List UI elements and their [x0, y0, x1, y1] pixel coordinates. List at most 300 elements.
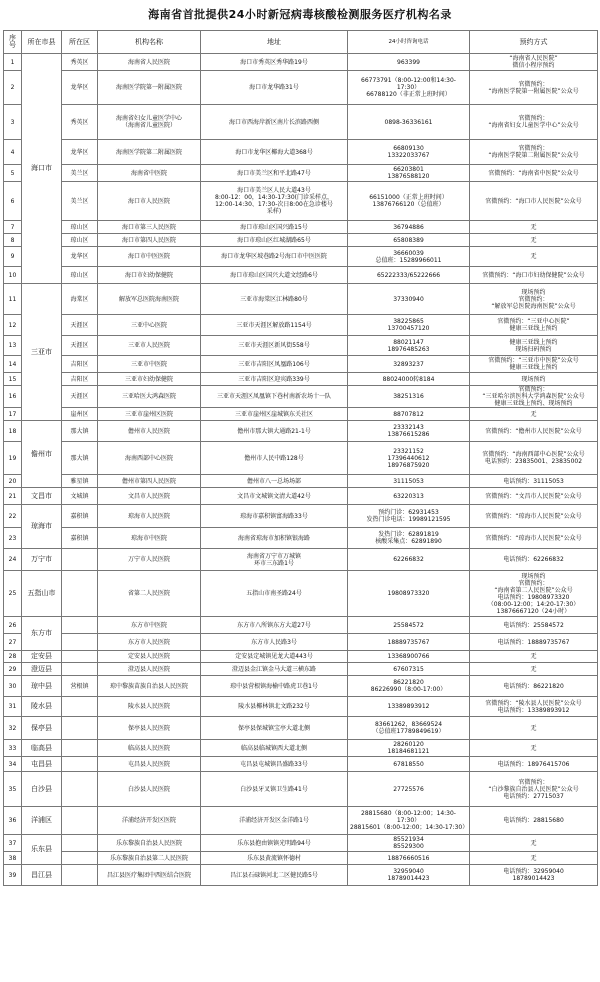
address-cell: 洋浦经济开发区金洋路1号: [201, 807, 348, 835]
booking-method: 无: [470, 717, 598, 740]
district-cell: 嘉积镇: [62, 505, 98, 528]
district-cell: 秀英区: [62, 105, 98, 140]
address-cell: 儋州市那大镇大通路21-1号: [201, 421, 348, 442]
institution-name: 海口市妇幼保健院: [98, 267, 201, 284]
city-cell: 万宁市: [22, 549, 62, 571]
institution-name: 三亚市妇幼保健院: [98, 373, 201, 386]
address-cell: 澄迈县金江镇金马大道三横东路: [201, 663, 348, 676]
table-header-row: [4, 31, 598, 54]
address-cell: 定安县定城镇见龙大道443号: [201, 651, 348, 663]
address-cell: 三亚市天涯区凤凰镇下巷村南新农场十一队: [201, 386, 348, 408]
district-cell: 吉阳区: [62, 373, 98, 386]
row-number: 11: [4, 284, 22, 315]
district-cell: [62, 757, 98, 772]
table-row: [4, 284, 598, 315]
booking-method: 官微预约：“海南西部中心医院”公众号 电话预约：23835001、23835002: [470, 442, 598, 475]
phone-cell: 66151000（正常上班时间） 13876766120（总值班）: [348, 182, 470, 221]
row-number: 32: [4, 717, 22, 740]
table-row: [4, 634, 598, 651]
row-number: 23: [4, 528, 22, 549]
booking-method: 官微预约： “海南医学院第一附属医院”公众号: [470, 71, 598, 105]
phone-cell: 13368900766: [348, 651, 470, 663]
phone-cell: 28260120 18184681121: [348, 740, 470, 757]
address-cell: 临高县临城镇西大道北侧: [201, 740, 348, 757]
row-number: 7: [4, 221, 22, 234]
booking-method: 电话预约：18889735767: [470, 634, 598, 651]
phone-cell: 25584572: [348, 617, 470, 634]
table-row: [4, 676, 598, 697]
district-cell: 天涯区: [62, 315, 98, 336]
header-address: 地址: [201, 31, 348, 54]
district-cell: [62, 571, 98, 617]
table-row: [4, 356, 598, 373]
booking-method: 无: [470, 408, 598, 421]
phone-cell: 32959040 18789014423: [348, 865, 470, 886]
row-number: 27: [4, 634, 22, 651]
phone-cell: 27725576: [348, 772, 470, 807]
institution-name: 万宁市人民医院: [98, 549, 201, 571]
phone-cell: 预约门诊：62931453 发热门诊电话：19989121595: [348, 505, 470, 528]
address-cell: 琼海市嘉积镇富海路33号: [201, 505, 348, 528]
address-cell: 文昌市文城镇文清大道42号: [201, 488, 348, 505]
district-cell: [62, 740, 98, 757]
address-cell: 海口市琼山区国兴大道文经路6号: [201, 267, 348, 284]
institution-name: 三亚市中医院: [98, 356, 201, 373]
district-cell: [62, 549, 98, 571]
row-number: 2: [4, 71, 22, 105]
row-number: 3: [4, 105, 22, 140]
phone-cell: 63220313: [348, 488, 470, 505]
table-row: [4, 807, 598, 835]
booking-method: 官微预约：“陵水县人民医院”公众号 电话预约：13389893912: [470, 697, 598, 717]
district-cell: [62, 852, 98, 865]
table-row: [4, 488, 598, 505]
institution-table: [3, 30, 598, 886]
district-cell: [62, 663, 98, 676]
row-number: 9: [4, 247, 22, 267]
booking-method: 官微预约： “三亚哈尔滨医科大学鸿森医院”公众号 健康三亚线上预约、现场预约: [470, 386, 598, 408]
address-cell: 三亚市崖州区崖城镇东关社区: [201, 408, 348, 421]
address-cell: 陵水县椰林镇北文路232号: [201, 697, 348, 717]
institution-name: 东方市人民医院: [98, 634, 201, 651]
institution-name: 三亚哈医大鸿森医院: [98, 386, 201, 408]
booking-method: 无: [470, 247, 598, 267]
table-row: [4, 571, 598, 617]
row-number: 29: [4, 663, 22, 676]
row-number: 5: [4, 165, 22, 182]
row-number: 31: [4, 697, 22, 717]
table-row: [4, 852, 598, 865]
phone-cell: 85521934 85529300: [348, 835, 470, 852]
institution-name: 琼海市中医院: [98, 528, 201, 549]
institution-name: 海南医学院第一附属医院: [98, 71, 201, 105]
booking-method: 官微预约：“海口市人民医院”公众号: [470, 182, 598, 221]
table-row: [4, 408, 598, 421]
institution-name: 海南西部中心医院: [98, 442, 201, 475]
table-row: [4, 71, 598, 105]
table-row: [4, 267, 598, 284]
city-cell: 琼中县: [22, 676, 62, 697]
phone-cell: 62266832: [348, 549, 470, 571]
city-cell: 定安县: [22, 651, 62, 663]
district-cell: 那大镇: [62, 421, 98, 442]
booking-method: 官微预约：“海南省中医院”公众号: [470, 165, 598, 182]
booking-method: 官微预约：“三亚市中医院”公众号 健康三亚线上预约: [470, 356, 598, 373]
address-cell: 海南省万宁市万城镇 环市三东路1号: [201, 549, 348, 571]
row-number: 25: [4, 571, 22, 617]
row-number: 8: [4, 234, 22, 247]
address-cell: 白沙县牙叉镇卫生路41号: [201, 772, 348, 807]
row-number: 20: [4, 475, 22, 488]
phone-cell: 88707812: [348, 408, 470, 421]
address-cell: 五指山市南圣路24号: [201, 571, 348, 617]
booking-method: 电话预约：18976415706: [470, 757, 598, 772]
booking-method: 电话预约：25584572: [470, 617, 598, 634]
district-cell: 龙华区: [62, 140, 98, 165]
district-cell: 雅星镇: [62, 475, 98, 488]
city-cell: 三亚市: [22, 284, 62, 421]
row-number: 1: [4, 54, 22, 71]
institution-name: 乐东黎族自治县第二人民医院: [98, 852, 201, 865]
address-cell: 海口市琼山区红城湖路65号: [201, 234, 348, 247]
phone-cell: 0898-36336161: [348, 105, 470, 140]
district-cell: 文城镇: [62, 488, 98, 505]
phone-cell: 66773791（8:00-12:00和14:30-17:30） 66788120（非正常上班时间）: [348, 71, 470, 105]
district-cell: 龙华区: [62, 247, 98, 267]
header-city: 所在市县: [22, 31, 62, 54]
district-cell: [62, 634, 98, 651]
district-cell: [62, 865, 98, 886]
institution-name: 保亭县人民医院: [98, 717, 201, 740]
city-cell: 昌江县: [22, 865, 62, 886]
city-cell: 临高县: [22, 740, 62, 757]
table-row: [4, 54, 598, 71]
booking-method: “海南省人民医院” 微信小程序预约: [470, 54, 598, 71]
phone-cell: 32893237: [348, 356, 470, 373]
row-number: 26: [4, 617, 22, 634]
booking-method: 电话预约：28815680: [470, 807, 598, 835]
institution-name: 海口市人民医院: [98, 182, 201, 221]
header-number: 序号: [4, 31, 22, 54]
header-institution: 机构名称: [98, 31, 201, 54]
city-cell: 陵水县: [22, 697, 62, 717]
table-row: [4, 373, 598, 386]
district-cell: [62, 617, 98, 634]
district-cell: 琼山区: [62, 234, 98, 247]
address-cell: 儋州市人民中路128号: [201, 442, 348, 475]
row-number: 37: [4, 835, 22, 852]
district-cell: 琼山区: [62, 221, 98, 234]
booking-method: 无: [470, 651, 598, 663]
phone-cell: 36794886: [348, 221, 470, 234]
address-cell: 琼中县营根镇海榆中路虎卫巷1号: [201, 676, 348, 697]
institution-name: 解放军总医院海南医院: [98, 284, 201, 315]
header-phone: 24小时咨询电话: [348, 31, 470, 54]
phone-cell: 88021147 18976485263: [348, 336, 470, 356]
table-row: [4, 221, 598, 234]
phone-cell: 23332143 13876615286: [348, 421, 470, 442]
district-cell: 天涯区: [62, 336, 98, 356]
booking-method: 官微预约： “海南医学院第二附属医院”公众号: [470, 140, 598, 165]
booking-method: 官微预约： “白沙黎族自治县人民医院”公众号 电话预约：27715037: [470, 772, 598, 807]
city-cell: 儋州市: [22, 421, 62, 488]
district-cell: 崖州区: [62, 408, 98, 421]
institution-name: 三亚中心医院: [98, 315, 201, 336]
phone-cell: 18889735767: [348, 634, 470, 651]
table-row: [4, 336, 598, 356]
booking-method: 官微预约：“海口市妇幼保健院”公众号: [470, 267, 598, 284]
institution-name: 屯昌县人民医院: [98, 757, 201, 772]
table-row: [4, 421, 598, 442]
address-cell: 海口市龙华区坡巷路2号海口市中医医院: [201, 247, 348, 267]
phone-cell: 86221820 86226990（8:00-17:00）: [348, 676, 470, 697]
district-cell: [62, 835, 98, 852]
booking-method: 电话预约：86221820: [470, 676, 598, 697]
phone-cell: 66203801 13876588120: [348, 165, 470, 182]
institution-name: 海口市第四人民医院: [98, 234, 201, 247]
institution-name: 海口市中医医院: [98, 247, 201, 267]
header-district: 所在区: [62, 31, 98, 54]
district-cell: [62, 807, 98, 835]
phone-cell: 18876660516: [348, 852, 470, 865]
phone-cell: 28815680（8:00-12:00；14:30-17:30） 28815601（8:00-12:00；14:30-17:30）: [348, 807, 470, 835]
table-row: [4, 717, 598, 740]
institution-name: 三亚市崖州区医院: [98, 408, 201, 421]
institution-name: 临高县人民医院: [98, 740, 201, 757]
city-cell: 五指山市: [22, 571, 62, 617]
booking-method: 电话预约：32959040 18789014423: [470, 865, 598, 886]
address-cell: 海南省琼海市加积镇银海路: [201, 528, 348, 549]
address-cell: 东方市八所镇东方大道27号: [201, 617, 348, 634]
city-cell: 乐东县: [22, 835, 62, 865]
table-row: [4, 182, 598, 221]
institution-name: 儋州市第四人民医院: [98, 475, 201, 488]
table-row: [4, 740, 598, 757]
phone-cell: 31115053: [348, 475, 470, 488]
table-row: [4, 865, 598, 886]
address-cell: 儋州市八一总场场部: [201, 475, 348, 488]
table-row: [4, 772, 598, 807]
row-number: 12: [4, 315, 22, 336]
institution-name: 乐东黎族自治县人民医院: [98, 835, 201, 852]
district-cell: 龙华区: [62, 71, 98, 105]
phone-cell: 963399: [348, 54, 470, 71]
booking-method: 官微预约：“三亚中心医院” 健康三亚线上预约: [470, 315, 598, 336]
address-cell: 乐东县黄流镇怀德村: [201, 852, 348, 865]
phone-cell: 38225865 13700457120: [348, 315, 470, 336]
address-cell: 三亚市天涯区解放路1154号: [201, 315, 348, 336]
district-cell: 琼山区: [62, 267, 98, 284]
table-row: [4, 247, 598, 267]
table-row: [4, 386, 598, 408]
district-cell: 营根镇: [62, 676, 98, 697]
phone-cell: 67818550: [348, 757, 470, 772]
booking-method: 电话预约：31115053: [470, 475, 598, 488]
booking-method: 无: [470, 835, 598, 852]
row-number: 28: [4, 651, 22, 663]
address-cell: 三亚市吉阳区凤凰路106号: [201, 356, 348, 373]
city-cell: 洋浦区: [22, 807, 62, 835]
row-number: 6: [4, 182, 22, 221]
table-row: [4, 105, 598, 140]
institution-name: 定安县人民医院: [98, 651, 201, 663]
address-cell: 屯昌县屯城镇昌盛路33号: [201, 757, 348, 772]
city-cell: 屯昌县: [22, 757, 62, 772]
institution-name: 琼中黎族苗族自治县人民医院: [98, 676, 201, 697]
phone-cell: 37330940: [348, 284, 470, 315]
city-cell: 文昌市: [22, 488, 62, 505]
table-row: [4, 528, 598, 549]
address-cell: 三亚市海棠区江林路80号: [201, 284, 348, 315]
row-number: 24: [4, 549, 22, 571]
district-cell: 海棠区: [62, 284, 98, 315]
booking-method: 健康三亚线上预约 现场扫码预约: [470, 336, 598, 356]
district-cell: 美兰区: [62, 182, 98, 221]
address-cell: 海口市西海岸新区南片长滨路西侧: [201, 105, 348, 140]
table-row: [4, 651, 598, 663]
district-cell: 那大镇: [62, 442, 98, 475]
district-cell: 天涯区: [62, 386, 98, 408]
address-cell: 海口市秀英区秀华路19号: [201, 54, 348, 71]
institution-name: 海南省人民医院: [98, 54, 201, 71]
phone-cell: 83661262，83669524 （总值班17789849619）: [348, 717, 470, 740]
address-cell: 东方市人民路3号: [201, 634, 348, 651]
address-cell: 海口市龙华区椰海大道368号: [201, 140, 348, 165]
row-number: 4: [4, 140, 22, 165]
table-row: [4, 549, 598, 571]
phone-cell: 65808389: [348, 234, 470, 247]
row-number: 13: [4, 336, 22, 356]
row-number: 18: [4, 421, 22, 442]
row-number: 19: [4, 442, 22, 475]
table-row: [4, 835, 598, 852]
district-cell: 美兰区: [62, 165, 98, 182]
row-number: 14: [4, 356, 22, 373]
institution-name: 省第二人民医院: [98, 571, 201, 617]
row-number: 22: [4, 505, 22, 528]
city-cell: 保亭县: [22, 717, 62, 740]
address-cell: 海口市琼山区国兴路15号: [201, 221, 348, 234]
institution-name: 海南医学院第二附属医院: [98, 140, 201, 165]
district-cell: [62, 697, 98, 717]
city-cell: 琼海市: [22, 505, 62, 549]
booking-method: 官微预约：“文昌市人民医院”公众号: [470, 488, 598, 505]
district-cell: [62, 651, 98, 663]
table-row: [4, 617, 598, 634]
city-cell: 澄迈县: [22, 663, 62, 676]
phone-cell: 发热门诊：62891819 核酸采集点：62891890: [348, 528, 470, 549]
booking-method: 电话预约：62266832: [470, 549, 598, 571]
row-number: 35: [4, 772, 22, 807]
row-number: 36: [4, 807, 22, 835]
row-number: 34: [4, 757, 22, 772]
booking-method: 无: [470, 852, 598, 865]
phone-cell: 19808973320: [348, 571, 470, 617]
table-row: [4, 663, 598, 676]
institution-name: 海南省中医院: [98, 165, 201, 182]
row-number: 17: [4, 408, 22, 421]
row-number: 38: [4, 852, 22, 865]
table-row: [4, 697, 598, 717]
address-cell: 海口市美兰区和平北路47号: [201, 165, 348, 182]
row-number: 10: [4, 267, 22, 284]
booking-method: 现场预约: [470, 373, 598, 386]
table-row: [4, 234, 598, 247]
city-cell: 海口市: [22, 54, 62, 284]
address-cell: 三亚市吉阳区迎宾路339号: [201, 373, 348, 386]
booking-method: 现场预约 官微预约： “海南省第二人民医院”公众号 电话预约：19808973320 （08:00-12:00；14:20-17:30） 13876667120（24小时）: [470, 571, 598, 617]
row-number: 33: [4, 740, 22, 757]
institution-name: 昌江县医疗集团中西医结合医院: [98, 865, 201, 886]
row-number: 15: [4, 373, 22, 386]
header-booking: 预约方式: [470, 31, 598, 54]
institution-name: 陵水县人民医院: [98, 697, 201, 717]
table-row: [4, 505, 598, 528]
booking-method: 官微预约：“儋州市人民医院”公众号: [470, 421, 598, 442]
table-row: [4, 140, 598, 165]
institution-name: 澄迈县人民医院: [98, 663, 201, 676]
booking-method: 现场预约 官微预约： “解放军总医院海南医院”公众号: [470, 284, 598, 315]
phone-cell: 66809130 13322033767: [348, 140, 470, 165]
institution-name: 琼海市人民医院: [98, 505, 201, 528]
phone-cell: 36660039 总值班：15289966011: [348, 247, 470, 267]
district-cell: 吉阳区: [62, 356, 98, 373]
institution-name: 洋浦经济开发区医院: [98, 807, 201, 835]
district-cell: [62, 772, 98, 807]
institution-name: 三亚市人民医院: [98, 336, 201, 356]
institution-name: 文昌市人民医院: [98, 488, 201, 505]
city-cell: 东方市: [22, 617, 62, 651]
row-number: 30: [4, 676, 22, 697]
row-number: 21: [4, 488, 22, 505]
table-row: [4, 475, 598, 488]
phone-cell: 65222333/65222666: [348, 267, 470, 284]
booking-method: 官微预约：“琼海市人民医院”公众号: [470, 528, 598, 549]
document-title: 海南省首批提供24小时新冠病毒核酸检测服务医疗机构名录: [148, 8, 452, 21]
institution-name: 海口市第三人民医院: [98, 221, 201, 234]
address-cell: 乐东县抱由镇镇光明路94号: [201, 835, 348, 852]
table-row: [4, 315, 598, 336]
institution-name: 白沙县人民医院: [98, 772, 201, 807]
row-number: 39: [4, 865, 22, 886]
district-cell: 嘉积镇: [62, 528, 98, 549]
phone-cell: 23321152 17396440612 18976875920: [348, 442, 470, 475]
booking-method: 无: [470, 663, 598, 676]
address-cell: 保亭县保城镇宝亭大道北侧: [201, 717, 348, 740]
address-cell: 海口市美兰区人民大道43号 8:00-12：00，14:30-17:30(门诊采样点， 12:00-14:30、17:30-次日8:00在急诊楼号 采样): [201, 182, 348, 221]
address-cell: 昌江县石碌镇河北二区健民路5号: [201, 865, 348, 886]
address-cell: 海口市龙华路31号: [201, 71, 348, 105]
booking-method: 无: [470, 740, 598, 757]
table-row: [4, 442, 598, 475]
row-number: 16: [4, 386, 22, 408]
table-row: [4, 165, 598, 182]
phone-cell: 38251316: [348, 386, 470, 408]
phone-cell: 67607315: [348, 663, 470, 676]
phone-cell: 88024000转8184: [348, 373, 470, 386]
institution-name: 儋州市人民医院: [98, 421, 201, 442]
district-cell: [62, 717, 98, 740]
institution-name: 海南省妇女儿童医学中心 （海南省儿童医院）: [98, 105, 201, 140]
booking-method: 无: [470, 221, 598, 234]
booking-method: 无: [470, 234, 598, 247]
institution-name: 东方市中医院: [98, 617, 201, 634]
phone-cell: 13389893912: [348, 697, 470, 717]
booking-method: 官微预约：“琼海市人民医院”公众号: [470, 505, 598, 528]
address-cell: 三亚市天涯区新风街558号: [201, 336, 348, 356]
district-cell: 秀英区: [62, 54, 98, 71]
table-row: [4, 757, 598, 772]
